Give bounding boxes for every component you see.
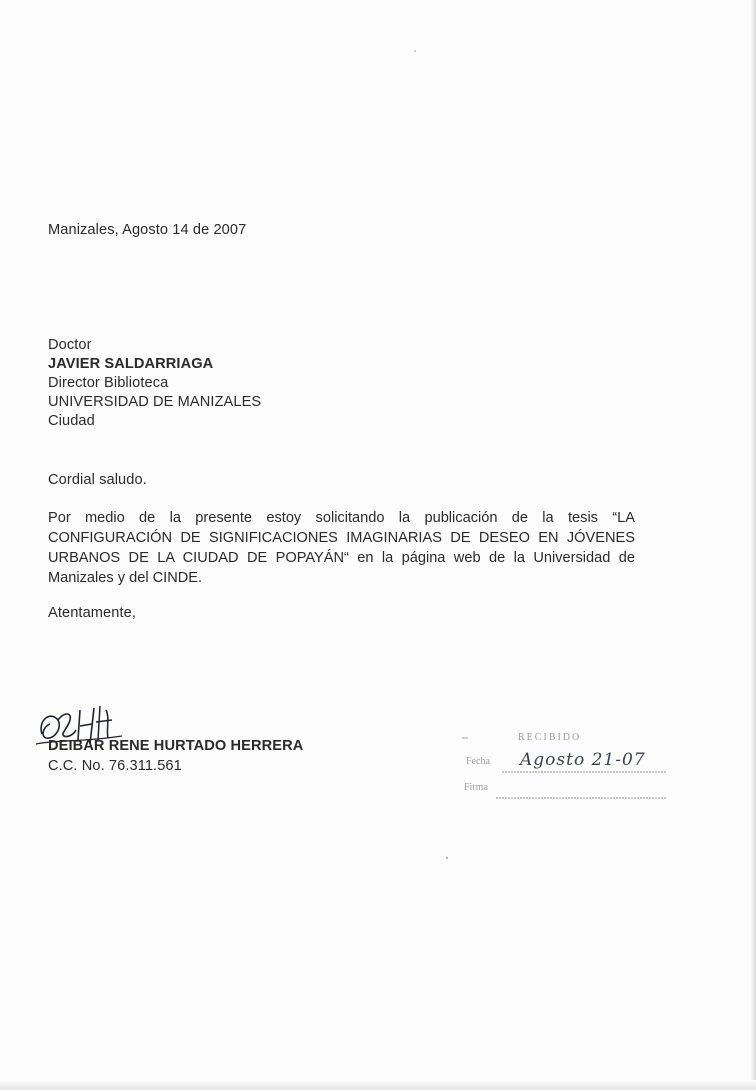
letter-body: Por medio de la presente estoy solicitando la publicación de la tesis “LA CONFIGURACIÓN DE SIGNIFICACIONES IMAGINARIAS DE DESEO EN JÓVENES URBANOS DE LA CIUDAD DE POPAYÁN“ en la página web de la Universidad de Manizales y del CINDE.: [48, 510, 635, 586]
recipient-city: Ciudad: [48, 413, 95, 429]
recipient-position: Director Biblioteca: [48, 375, 169, 391]
stamp-lines: [452, 728, 677, 810]
stamp-date-value: Agosto 21-07: [520, 750, 646, 770]
scan-speck: [446, 857, 448, 859]
recipient-name: JAVIER SALDARRIAGA: [48, 356, 214, 372]
stamp-title: RECIBIDO: [518, 732, 582, 743]
place-date: Manizales, Agosto 14 de 2007: [48, 222, 247, 238]
scan-speck: [414, 50, 416, 52]
scan-edge-right: [750, 0, 756, 1090]
recipient-institution: UNIVERSIDAD DE MANIZALES: [48, 394, 262, 410]
greeting: Cordial saludo.: [48, 472, 147, 488]
closing: Atentamente,: [48, 605, 137, 621]
received-stamp: [452, 728, 677, 810]
stamp-date-label: Fecha: [466, 756, 490, 767]
recipient-title: Doctor: [48, 337, 92, 353]
sender-id: C.C. No. 76.311.561: [48, 758, 182, 774]
sender-name: DEIBAR RENE HURTADO HERRERA: [48, 738, 304, 754]
stamp-signature-label: Firma: [464, 782, 488, 793]
scan-edge-bottom: [0, 1080, 756, 1090]
